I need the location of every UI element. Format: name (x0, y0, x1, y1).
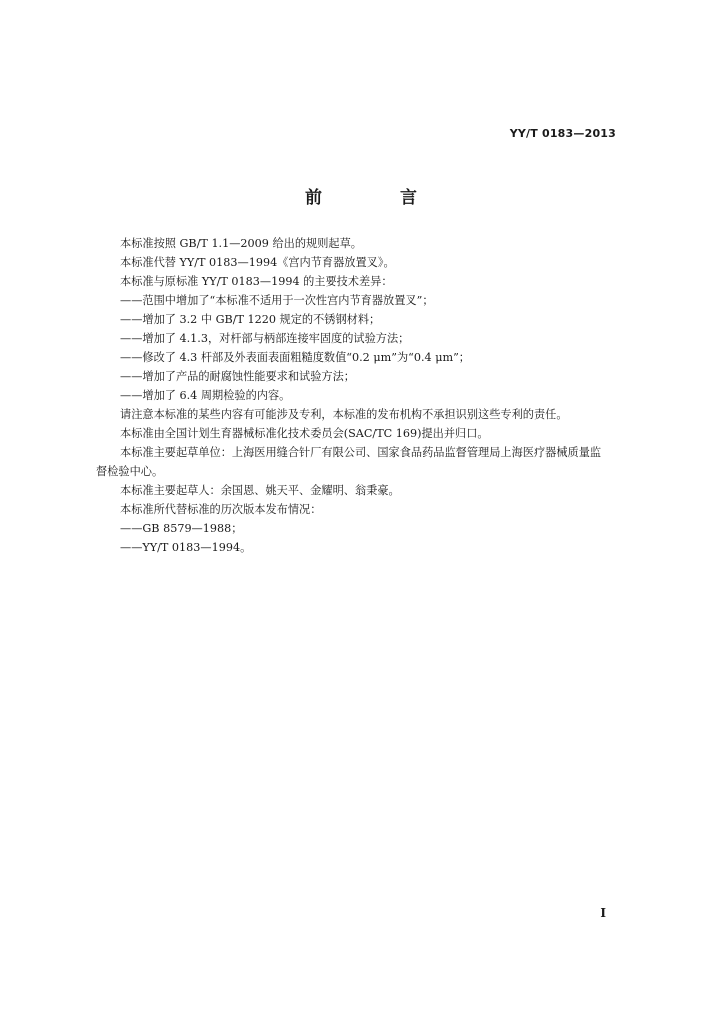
list-item: ——GB 8579—1988； (120, 522, 243, 535)
page-number: I (600, 906, 606, 920)
list-item: ——范围中增加了“本标准不适用于一次性宫内节育器放置叉”； (120, 294, 434, 307)
list-item: ——YY/T 0183—1994。 (120, 541, 252, 554)
paragraph-differences-intro: 本标准与原标准 YY/T 0183—1994 的主要技术差异： (120, 275, 393, 288)
list-item: ——增加了 4.1.3，对杆部与柄部连接牢固度的试验方法； (120, 332, 410, 345)
paragraph-drafters: 本标准主要起草人：余国恩、姚天平、金耀明、翁秉豪。 (120, 484, 400, 497)
list-item: ——修改了 4.3 杆部及外表面表面粗糙度数值“0.2 μm”为“0.4 μm”； (120, 351, 470, 364)
paragraph-drafting-rule: 本标准按照 GB/T 1.1—2009 给出的规则起草。 (120, 237, 362, 250)
paragraph-drafting-units-continued: 督检验中心。 (96, 465, 164, 478)
paragraph-previous-editions: 本标准所代替标准的历次版本发布情况： (120, 503, 322, 516)
page-title: 前 言 (305, 188, 453, 208)
paragraph-patent-notice: 请注意本标准的某些内容有可能涉及专利，本标准的发布机构不承担识别这些专利的责任。 (120, 408, 568, 421)
list-item: ——增加了 3.2 中 GB/T 1220 规定的不锈钢材料； (120, 313, 381, 326)
paragraph-replaces: 本标准代替 YY/T 0183—1994《宫内节育器放置叉》。 (120, 256, 395, 269)
paragraph-drafting-units: 本标准主要起草单位：上海医用缝合针厂有限公司、国家食品药品监督管理局上海医疗器械质量监 (120, 446, 602, 459)
list-item: ——增加了产品的耐腐蚀性能要求和试验方法； (120, 370, 355, 383)
standard-code: YY/T 0183—2013 (509, 127, 616, 140)
list-item: ——增加了 6.4 周期检验的内容。 (120, 389, 291, 402)
paragraph-proposed-by: 本标准由全国计划生育器械标准化技术委员会(SAC/TC 169)提出并归口。 (120, 427, 489, 440)
foreword-body (96, 234, 618, 557)
